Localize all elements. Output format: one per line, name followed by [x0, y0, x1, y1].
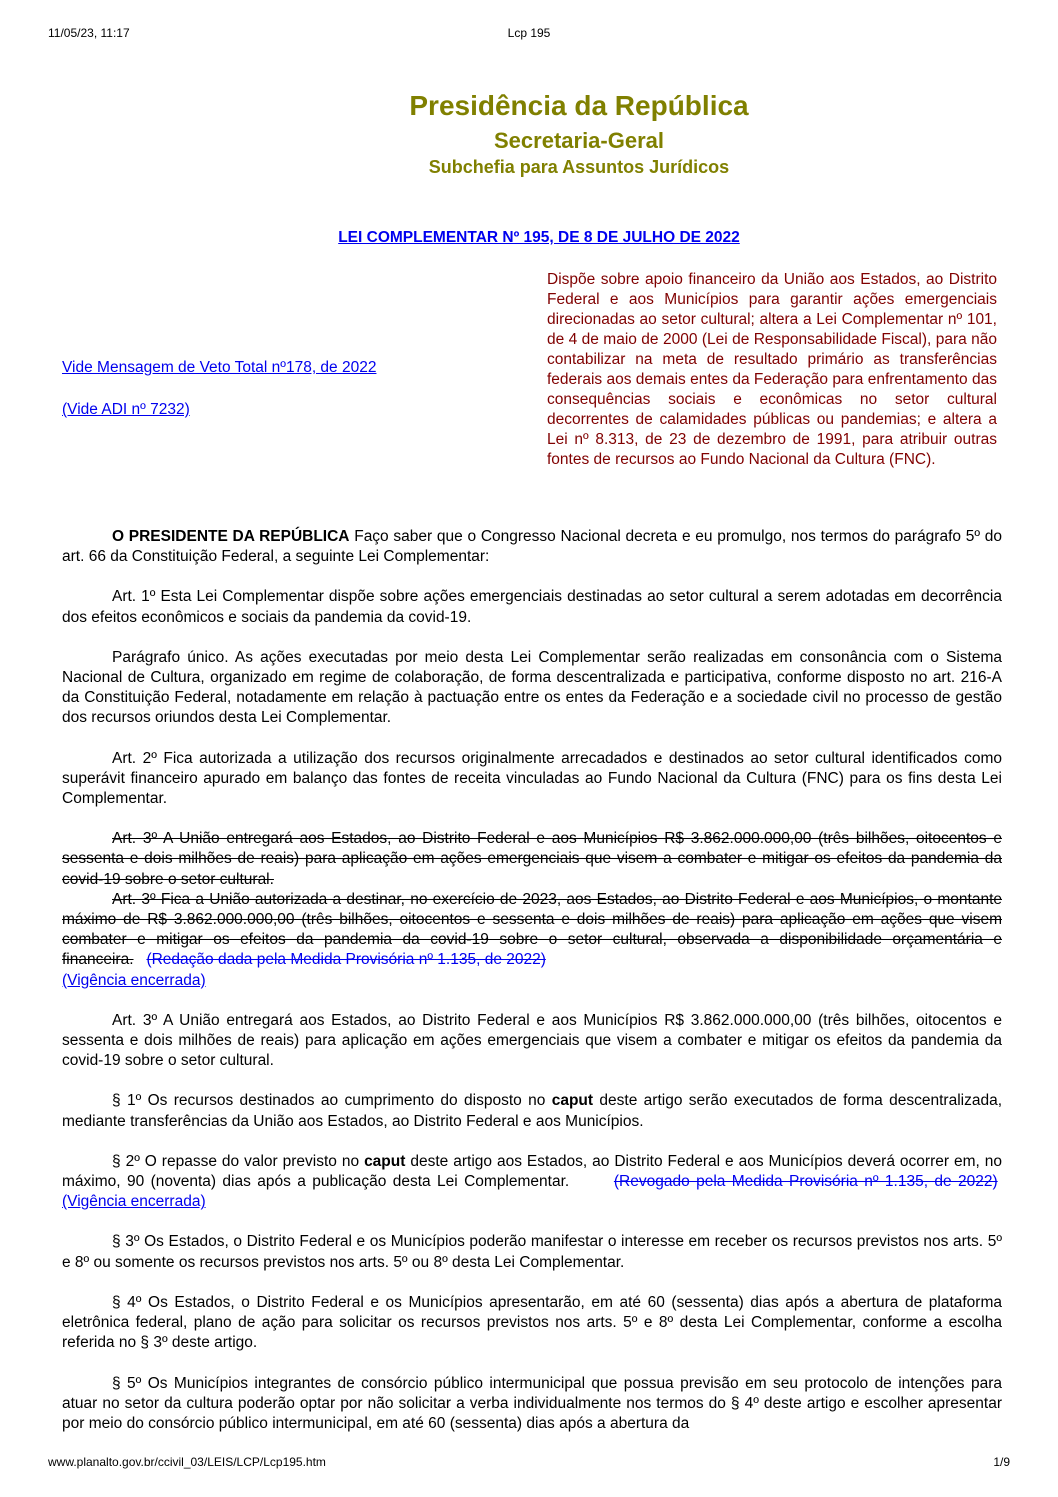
- print-url: www.planalto.gov.br/ccivil_03/LEIS/LCP/Lcp195.htm: [48, 1455, 326, 1469]
- preamble-bold: O PRESIDENTE DA REPÚBLICA: [112, 528, 350, 545]
- preamble-text: Faço saber que o Congresso Nacional decreta e eu promulgo, nos termos do parágrafo 5º do art. 66 da Constituição Federal, a seguinte Lei Complementar:: [62, 528, 1002, 566]
- print-date: 11/05/23, 11:17: [48, 26, 130, 40]
- paragraph-2-text-b: deste artigo aos Estados, ao Distrito Federal e aos Municípios deverá ocorrer em, no máximo, 90 (noventa) dias após a publicação desta Lei Complementar.: [62, 1152, 1002, 1191]
- caput-term: caput: [551, 1092, 594, 1110]
- page-number: 1/9: [993, 1455, 1010, 1469]
- mp-1135-link[interactable]: (Redação dada pela Medida Provisória nº 1.135, de 2022): [146, 951, 546, 969]
- paragraph-1-text-a: § 1º Os recursos destinados ao cumprimento do disposto no: [112, 1092, 552, 1110]
- paragraph-2: [62, 1152, 1002, 1213]
- caput-term: caput: [364, 1152, 406, 1170]
- revogado-mp-link[interactable]: (Revogado pela Medida Provisória nº 1.135, de 2022): [613, 1173, 998, 1191]
- paragraph-1-text-b: deste artigo serão executados de forma descentralizada, mediante transferências da União aos Estados, ao Distrito Federal e aos Municípios.: [62, 1092, 1002, 1130]
- law-title-link[interactable]: LEI COMPLEMENTAR Nº 195, DE 8 DE JULHO DE 2022: [338, 229, 740, 246]
- print-header: [48, 26, 1010, 42]
- paragraph-1: [62, 1091, 1002, 1131]
- paragraph-4: § 4º Os Estados, o Distrito Federal e os Municípios apresentarão, em até 60 (sessenta) dias após a abertura de plataforma eletrônica federal, plano de ação para solicitar os recursos previstos nos arts. 5º e 8º desta Lei Complementar, conforme a escolha referida no § 3º deste artigo.: [62, 1293, 1002, 1352]
- article-3-revoked-2-text: Art. 3º Fica a União autorizada a destinar, no exercício de 2023, aos Estados, ao Distrito Federal e aos Municípios, o montante máximo de R$ 3.862.000.000,00 (três bilhões, oitocentos e sessenta e dois milhões de reais) para aplicação em ações que visem combater e mitigar os efeitos da pandemia da covid-19 sobre o setor cultural, observada a disponibilidade orçamentária e financeira.: [62, 890, 1002, 969]
- vigencia-encerrada-link-2[interactable]: (Vigência encerrada): [62, 1193, 206, 1211]
- preamble: [62, 527, 1002, 567]
- vigencia-encerrada-link[interactable]: (Vigência encerrada): [62, 971, 206, 989]
- print-footer: [48, 1455, 1010, 1471]
- vide-veto: [62, 359, 376, 377]
- vide-veto-link[interactable]: Vide Mensagem de Veto Total nº178, de 2022: [62, 359, 377, 376]
- article-3: Art. 3º A União entregará aos Estados, ao Distrito Federal e aos Municípios R$ 3.862.000.000,00 (três bilhões, oitocentos e sessenta e dois milhões de reais) para aplicação em ações emergenciais que visem a combater e mitigar os efeitos da pandemia da covid-19 sobre o setor cultural.: [62, 1011, 1002, 1070]
- article-3-revoked-2: [62, 890, 1002, 991]
- law-body: [62, 527, 1002, 1454]
- print-title: Lcp 195: [507, 26, 551, 40]
- article-1-paragraph: Parágrafo único. As ações executadas por meio desta Lei Complementar serão realizadas em consonância com o Sistema Nacional de Cultura, organizado em regime de colaboração, de forma descentralizada e participativa, conforme disposto no art. 216-A da Constituição Federal, notadamente em relação à pactuação entre os entes da Federação e a sociedade civil no processo de gestão dos recursos oriundos desta Lei Complementar.: [62, 648, 1002, 727]
- sub-title: Subchefia para Assuntos Jurídicos: [428, 157, 730, 177]
- article-3-revoked-1: Art. 3º A União entregará aos Estados, ao Distrito Federal e aos Municípios R$ 3.862.000.000,00 (três bilhões, oitocentos e sessenta e dois milhões de reais) para aplicação em ações emergenciais que visem a combater e mitigar os efeitos da pandemia da covid-19 sobre o setor cultural.: [62, 830, 1002, 888]
- paragraph-3: § 3º Os Estados, o Distrito Federal e os Municípios poderão manifestar o interesse em receber os recursos previstos nos arts. 5º e 8º ou somente os recursos previstos nos arts. 5º ou 8º desta Lei Complementar.: [62, 1233, 1002, 1271]
- paragraph-2-text-a: § 2º O repasse do valor previsto no: [112, 1152, 365, 1170]
- vide-adi-link[interactable]: (Vide ADI nº 7232): [62, 401, 190, 418]
- law-title: [0, 229, 1058, 247]
- article-2: Art. 2º Fica autorizada a utilização dos recursos originalmente arrecadados e destinados ao setor cultural identificados como superávit financeiro apurado em balanço das fontes de receita vinculadas ao Fundo Nacional da Cultura (FNC) para os fins desta Lei Complementar.: [62, 749, 1002, 808]
- dept-title: Secretaria-Geral: [494, 128, 664, 153]
- article-1: Art. 1º Esta Lei Complementar dispõe sobre ações emergenciais destinadas ao setor cultural a serem adotadas em decorrência dos efeitos econômicos e sociais da pandemia da covid-19.: [62, 588, 1002, 626]
- vide-adi: [62, 401, 190, 419]
- ementa: Dispõe sobre apoio financeiro da União aos Estados, ao Distrito Federal e aos Municípios para garantir ações emergenciais direcionadas ao setor cultural; altera a Lei Complementar nº 101, de 4 de maio de 2000 (Lei de Responsabilidade Fiscal), para não contabilizar na meta de resultado primário as transferências federais aos demais entes da Federação para enfrentamento das consequências sociais e econômicas no setor cultural decorrentes de calamidades públicas ou pandemias; e altera a Lei nº 8.313, de 23 de dezembro de 1991, para atribuir outras fontes de recursos ao Fundo Nacional da Cultura (FNC).: [547, 271, 997, 468]
- org-title: Presidência da República: [409, 90, 749, 121]
- paragraph-5: § 5º Os Municípios integrantes de consórcio público intermunicipal que possua previsão em seu protocolo de intenções para atuar no setor da cultura poderão optar por não solicitar a verba individualmente nos termos do § 4º deste artigo e escolher apresentar por meio do consórcio público intermunicipal, em até 60 (sessenta) dias após a abertura da: [62, 1374, 1002, 1432]
